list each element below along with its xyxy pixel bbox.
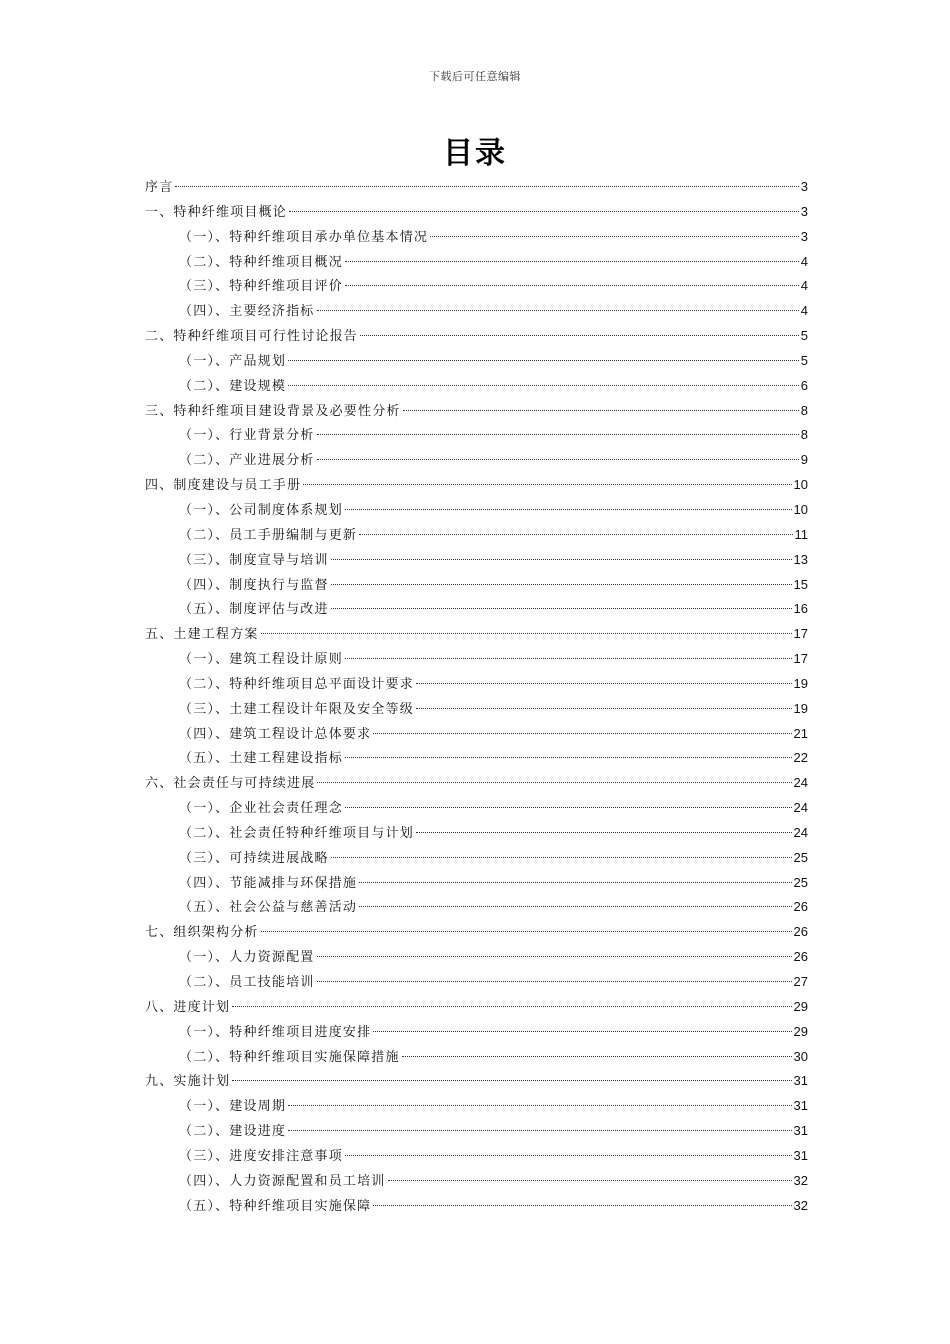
toc-entry-page-number: 29 <box>793 1023 808 1039</box>
toc-entry-page-number: 8 <box>800 427 808 443</box>
toc-entry-label: （一）、建筑工程设计原则 <box>179 652 343 668</box>
toc-entry-label: （二）、特种纤维项目实施保障措施 <box>179 1049 400 1065</box>
toc-entry-label: 一、特种纤维项目概论 <box>145 204 288 220</box>
toc-entry-label: （五）、制度评估与改进 <box>179 602 329 618</box>
toc-entry[interactable] <box>145 895 808 920</box>
toc-dot-leader <box>345 807 792 808</box>
toc-entry[interactable] <box>145 1194 808 1219</box>
toc-entry-page-number: 25 <box>793 849 808 865</box>
toc-dot-leader <box>373 1205 791 1206</box>
toc-entry-label: （一）、行业背景分析 <box>179 428 315 444</box>
toc-entry-label: （五）、社会公益与慈善活动 <box>179 900 358 916</box>
toc-entry[interactable] <box>145 175 808 200</box>
toc-entry-page-number: 26 <box>793 924 808 940</box>
toc-dot-leader <box>289 211 799 212</box>
toc-entry-label: 二、特种纤维项目可行性讨论报告 <box>145 329 359 345</box>
toc-entry-label: （一）、公司制度体系规划 <box>179 502 343 518</box>
toc-dot-leader <box>359 882 791 883</box>
toc-entry-label: （二）、建设进度 <box>179 1124 287 1140</box>
toc-list <box>145 175 808 1218</box>
toc-entry[interactable] <box>145 1119 808 1144</box>
toc-dot-leader <box>175 186 798 187</box>
toc-entry-label: （四）、人力资源配置和员工培训 <box>179 1173 386 1189</box>
header-note: 下载后可任意编辑 <box>429 70 521 83</box>
toc-entry-label: （四）、主要经济指标 <box>179 304 315 320</box>
toc-dot-leader <box>331 857 792 858</box>
toc-entry-label: （一）、特种纤维项目承办单位基本情况 <box>179 229 429 245</box>
toc-dot-leader <box>261 633 792 634</box>
toc-entry-label: （三）、土建工程设计年限及安全等级 <box>179 701 414 717</box>
toc-entry[interactable] <box>145 1144 808 1169</box>
toc-entry[interactable] <box>145 374 808 399</box>
toc-entry-page-number: 11 <box>794 526 808 542</box>
toc-dot-leader <box>317 782 791 783</box>
toc-entry-page-number: 22 <box>793 750 808 766</box>
toc-entry-label: （四）、建筑工程设计总体要求 <box>179 726 372 742</box>
toc-entry-label: （三）、特种纤维项目评价 <box>179 279 343 295</box>
toc-entry[interactable] <box>145 274 808 299</box>
toc-entry-label: （二）、产业进展分析 <box>179 453 315 469</box>
toc-entry-label: 五、土建工程方案 <box>145 627 259 643</box>
toc-entry[interactable] <box>145 473 808 498</box>
toc-entry-label: 七、组织架构分析 <box>145 925 259 941</box>
toc-entry-label: （五）、土建工程建设指标 <box>179 751 343 767</box>
toc-entry-label: （二）、特种纤维项目总平面设计要求 <box>179 676 414 692</box>
toc-entry-page-number: 9 <box>800 452 808 468</box>
toc-entry-label: （一）、人力资源配置 <box>179 950 315 966</box>
page-title: 目录 <box>443 136 507 171</box>
toc-dot-leader <box>232 1080 791 1081</box>
toc-dot-leader <box>345 285 799 286</box>
toc-dot-leader <box>345 658 792 659</box>
toc-entry[interactable] <box>145 672 808 697</box>
toc-entry-label: （四）、节能减排与环保措施 <box>179 875 358 891</box>
toc-entry-page-number: 4 <box>800 278 808 294</box>
toc-dot-leader <box>288 1130 791 1131</box>
toc-dot-leader <box>373 733 791 734</box>
toc-dot-leader <box>331 584 792 585</box>
toc-entry-page-number: 26 <box>793 949 808 965</box>
toc-entry-page-number: 27 <box>793 974 808 989</box>
toc-entry[interactable] <box>145 1169 808 1194</box>
toc-dot-leader <box>360 335 799 336</box>
toc-entry-page-number: 8 <box>800 402 808 418</box>
toc-dot-leader <box>317 981 792 982</box>
toc-entry-page-number: 17 <box>793 651 808 667</box>
toc-entry-label: （一）、建设周期 <box>179 1099 287 1115</box>
toc-entry[interactable] <box>145 622 808 647</box>
toc-entry[interactable] <box>145 746 808 771</box>
toc-entry-label: （二）、建设规模 <box>179 378 287 394</box>
toc-entry-page-number: 5 <box>800 328 808 344</box>
toc-entry[interactable] <box>145 771 808 796</box>
toc-entry-label: （二）、社会责任特种纤维项目与计划 <box>179 825 414 841</box>
toc-entry[interactable] <box>145 871 808 896</box>
toc-entry-page-number: 32 <box>793 1197 808 1213</box>
toc-entry-page-number: 30 <box>793 1048 808 1064</box>
toc-entry-page-number: 31 <box>793 1098 808 1114</box>
toc-dot-leader <box>288 360 799 361</box>
toc-entry[interactable] <box>145 846 808 871</box>
toc-entry[interactable] <box>145 250 808 275</box>
toc-dot-leader <box>317 434 799 435</box>
toc-entry[interactable] <box>145 399 808 424</box>
toc-entry-label: （三）、可持续进展战略 <box>179 850 329 866</box>
toc-entry-page-number: 10 <box>793 501 808 517</box>
toc-entry[interactable] <box>145 299 808 324</box>
toc-entry-label: （二）、特种纤维项目概况 <box>179 254 343 270</box>
toc-entry[interactable] <box>145 1045 808 1070</box>
toc-dot-leader <box>359 534 792 535</box>
toc-entry[interactable] <box>145 324 808 349</box>
toc-entry[interactable] <box>145 523 808 548</box>
toc-entry-page-number: 3 <box>800 179 808 194</box>
toc-entry-page-number: 10 <box>793 477 808 493</box>
toc-entry[interactable] <box>145 498 808 523</box>
toc-entry[interactable] <box>145 722 808 747</box>
toc-entry-label: 序言 <box>145 180 174 195</box>
toc-entry-label: 三、特种纤维项目建设背景及必要性分析 <box>145 403 401 419</box>
toc-entry[interactable] <box>145 697 808 722</box>
toc-dot-leader <box>303 484 791 485</box>
toc-dot-leader <box>416 708 792 709</box>
toc-entry-label: （五）、特种纤维项目实施保障 <box>179 1198 372 1214</box>
toc-dot-leader <box>345 509 792 510</box>
toc-entry[interactable] <box>145 1069 808 1094</box>
toc-dot-leader <box>416 832 792 833</box>
toc-dot-leader <box>416 683 792 684</box>
toc-entry[interactable] <box>145 349 808 374</box>
toc-entry-label: （二）、员工技能培训 <box>179 975 315 990</box>
toc-dot-leader <box>232 1006 791 1007</box>
toc-entry-label: （二）、员工手册编制与更新 <box>179 527 358 543</box>
toc-entry-label: 四、制度建设与员工手册 <box>145 478 302 494</box>
toc-dot-leader <box>345 1155 792 1156</box>
toc-dot-leader <box>261 931 792 932</box>
toc-entry[interactable] <box>145 448 808 473</box>
toc-dot-leader <box>331 608 792 609</box>
toc-entry-label: （三）、进度安排注意事项 <box>179 1148 343 1164</box>
toc-dot-leader <box>317 310 799 311</box>
toc-entry[interactable] <box>145 573 808 598</box>
toc-entry-page-number: 31 <box>793 1073 808 1089</box>
toc-dot-leader <box>430 236 799 237</box>
toc-entry-page-number: 4 <box>800 303 808 319</box>
toc-entry-label: 八、进度计划 <box>145 999 231 1015</box>
toc-entry-label: （一）、产品规划 <box>179 353 287 369</box>
toc-dot-leader <box>402 1056 792 1057</box>
toc-entry-page-number: 3 <box>800 203 808 219</box>
toc-entry[interactable] <box>145 597 808 622</box>
toc-entry[interactable] <box>145 821 808 846</box>
toc-dot-leader <box>359 906 791 907</box>
toc-entry-page-number: 31 <box>793 1123 808 1139</box>
toc-dot-leader <box>373 1031 791 1032</box>
toc-entry-page-number: 19 <box>793 700 808 716</box>
toc-entry-label: （四）、制度执行与监督 <box>179 577 329 593</box>
toc-entry-page-number: 5 <box>800 352 808 368</box>
toc-entry-page-number: 24 <box>793 775 808 791</box>
toc-entry[interactable] <box>145 970 808 995</box>
toc-entry-page-number: 24 <box>793 824 808 840</box>
toc-entry[interactable] <box>145 548 808 573</box>
toc-entry[interactable] <box>145 647 808 672</box>
toc-entry[interactable] <box>145 995 808 1020</box>
toc-entry[interactable] <box>145 1020 808 1045</box>
toc-entry[interactable] <box>145 796 808 821</box>
toc-dot-leader <box>331 559 792 560</box>
toc-entry[interactable] <box>145 200 808 225</box>
toc-entry-page-number: 25 <box>793 874 808 890</box>
toc-entry-page-number: 13 <box>793 551 808 567</box>
toc-entry-page-number: 26 <box>793 899 808 915</box>
toc-entry-page-number: 21 <box>793 725 808 741</box>
toc-entry-page-number: 6 <box>800 377 808 393</box>
toc-entry-label: （三）、制度宣导与培训 <box>179 552 329 568</box>
toc-entry[interactable] <box>145 945 808 970</box>
toc-entry-page-number: 19 <box>793 675 808 691</box>
toc-entry[interactable] <box>145 1094 808 1119</box>
toc-entry[interactable] <box>145 225 808 250</box>
toc-entry-page-number: 32 <box>793 1172 808 1188</box>
toc-entry-page-number: 17 <box>793 626 808 642</box>
toc-entry-page-number: 29 <box>793 998 808 1014</box>
toc-entry-page-number: 4 <box>800 253 808 269</box>
toc-entry[interactable] <box>145 423 808 448</box>
toc-dot-leader <box>345 261 799 262</box>
toc-dot-leader <box>317 956 792 957</box>
toc-dot-leader <box>345 757 792 758</box>
toc-entry[interactable] <box>145 920 808 945</box>
toc-entry-page-number: 16 <box>793 601 808 617</box>
toc-dot-leader <box>317 459 799 460</box>
toc-entry-page-number: 15 <box>793 576 808 592</box>
toc-dot-leader <box>403 410 799 411</box>
toc-dot-leader <box>388 1180 792 1181</box>
toc-entry-page-number: 31 <box>793 1147 808 1163</box>
toc-entry-page-number: 3 <box>800 228 808 244</box>
toc-entry-label: 九、实施计划 <box>145 1074 231 1090</box>
toc-entry-label: （一）、企业社会责任理念 <box>179 801 343 817</box>
toc-dot-leader <box>288 385 799 386</box>
toc-dot-leader <box>288 1105 791 1106</box>
toc-entry-label: （一）、特种纤维项目进度安排 <box>179 1024 372 1040</box>
toc-entry-page-number: 24 <box>793 800 808 816</box>
toc-entry-label: 六、社会责任与可持续进展 <box>145 776 316 792</box>
